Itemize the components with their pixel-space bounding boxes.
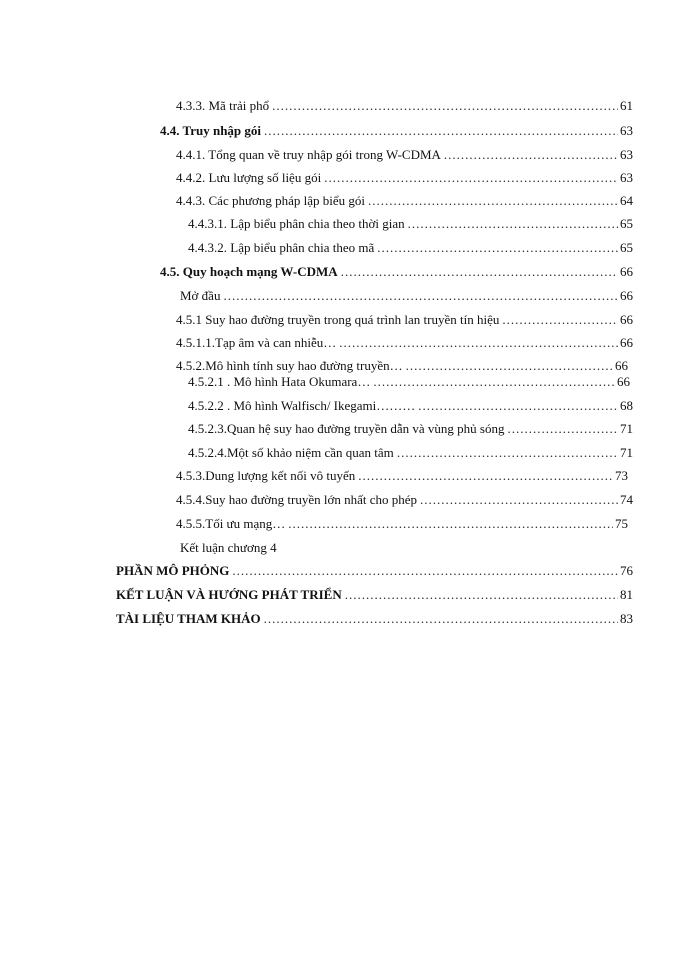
- dot-leader: [341, 264, 618, 280]
- toc-entry-4-4: [160, 123, 633, 139]
- toc-entry-page: 66: [620, 312, 633, 327]
- toc-entry-page: 66: [617, 374, 630, 389]
- toc-entry-4-5-2-1: [188, 374, 630, 390]
- toc-entry-page: 71: [620, 421, 633, 436]
- toc-entry-page: 66: [620, 288, 633, 303]
- toc-entry-4-5-2-2: [188, 398, 633, 414]
- toc-entry-page: 75: [615, 516, 628, 531]
- toc-entry-page: 81: [620, 587, 633, 602]
- toc-entry-title: Kết luận chương 4: [180, 540, 277, 555]
- dot-leader: [232, 563, 618, 579]
- dot-leader: [418, 398, 618, 414]
- toc-entry-4-4-3: [176, 193, 633, 209]
- toc-entry-title: 4.3.3. Mã trải phổ: [176, 98, 270, 113]
- toc-entry-page: 61: [620, 98, 633, 113]
- toc-entry-title: 4.5.3.Dung lượng kết nối vô tuyến: [176, 468, 356, 483]
- toc-entry-page: 68: [620, 398, 633, 413]
- toc-entry-page: 63: [620, 123, 633, 138]
- dot-leader: [373, 374, 615, 390]
- dot-leader: [264, 123, 618, 139]
- toc-entry-title: 4.5.2.Mô hình tính suy hao đường truyền…: [176, 358, 403, 373]
- toc-entry-page: 65: [620, 216, 633, 231]
- toc-entry-page: 66: [615, 358, 628, 373]
- dot-leader: [272, 98, 618, 114]
- toc-entry-4-4-3-1: [188, 216, 633, 232]
- toc-entry-page: 63: [620, 170, 633, 185]
- toc-entry-4-5: [160, 264, 633, 280]
- toc-entry-page: 65: [620, 240, 633, 255]
- toc-entry-title: 4.5.1.1.Tạp âm và can nhiễu…: [176, 335, 337, 350]
- toc-entry-page: 76: [620, 563, 633, 578]
- toc-entry-title: 4.5.2.2 . Mô hình Walfisch/ Ikegami………: [188, 398, 416, 413]
- toc-entry-page: 71: [620, 445, 633, 460]
- toc-entry-4-5-2: [176, 358, 628, 374]
- toc-entry-page: 66: [620, 264, 633, 279]
- toc-entry-title: 4.4.3.2. Lập biểu phân chia theo mã: [188, 240, 375, 255]
- toc-entry-page: 83: [620, 611, 633, 626]
- toc-entry-4-4-2: [176, 170, 633, 186]
- dot-leader: [264, 611, 618, 627]
- toc-entry-title: 4.5.5.Tối ưu mạng…: [176, 516, 286, 531]
- toc-entry-title: 4.4.1. Tổng quan về truy nhập gói trong W-CDMA: [176, 147, 441, 162]
- toc-entry-phan-mo-phong: [116, 563, 633, 579]
- toc-entry-page: 73: [615, 468, 628, 483]
- dot-leader: [444, 147, 618, 163]
- toc-entry-page: 74: [620, 492, 633, 507]
- toc-entry-4-4-1: [176, 147, 633, 163]
- toc-entry-title: 4.5.2.1 . Mô hình Hata Okumara…: [188, 374, 371, 389]
- toc-entry-ket-luan-chuong-4: [180, 540, 277, 556]
- toc-entry-4-5-2-3: [188, 421, 633, 437]
- toc-entry-mo-dau: [180, 288, 633, 304]
- dot-leader: [408, 216, 618, 232]
- toc-entry-4-5-2-4: [188, 445, 633, 461]
- toc-entry-4-4-3-2: [188, 240, 633, 256]
- dot-leader: [223, 288, 618, 304]
- toc-entry-4-5-4: [176, 492, 633, 508]
- dot-leader: [508, 421, 619, 437]
- dot-leader: [397, 445, 618, 461]
- toc-entry-4-5-5: [176, 516, 628, 532]
- dot-leader: [324, 170, 618, 186]
- toc-entry-title: 4.5. Quy hoạch mạng W-CDMA: [160, 264, 338, 279]
- toc-entry-title: KẾT LUẬN VÀ HƯỚNG PHÁT TRIỂN: [116, 587, 342, 602]
- toc-entry-page: 64: [620, 193, 633, 208]
- toc-entry-tai-lieu-tham-khao: [116, 611, 633, 627]
- toc-entry-title: 4.4.2. Lưu lượng số liệu gói: [176, 170, 322, 185]
- toc-entry-page: 63: [620, 147, 633, 162]
- toc-entry-title: 4.5.2.3.Quan hệ suy hao đường truyền dẫn và vùng phủ sóng: [188, 421, 505, 436]
- toc-entry-title: TÀI LIỆU THAM KHẢO: [116, 611, 261, 626]
- toc-entry-4-5-1: [176, 312, 633, 328]
- toc-entry-title: 4.5.4.Suy hao đường truyền lớn nhất cho phép: [176, 492, 418, 507]
- toc-entry-4-5-1-1: [176, 335, 633, 351]
- dot-leader: [406, 358, 613, 374]
- toc-entry-4-5-3: [176, 468, 628, 484]
- toc-entry-title: 4.5.1 Suy hao đường truyền trong quá trình lan truyền tín hiệu: [176, 312, 500, 327]
- dot-leader: [339, 335, 618, 351]
- toc-entry-title: 4.4.3. Các phương pháp lập biểu gói: [176, 193, 366, 208]
- toc-entry-4-3-3: [176, 98, 633, 114]
- toc-entry-page: 66: [620, 335, 633, 350]
- dot-leader: [288, 516, 613, 532]
- dot-leader: [377, 240, 618, 256]
- toc-entry-ket-luan: [116, 587, 633, 603]
- dot-leader: [358, 468, 613, 484]
- dot-leader: [420, 492, 618, 508]
- dot-leader: [502, 312, 618, 328]
- dot-leader: [368, 193, 618, 209]
- dot-leader: [345, 587, 618, 603]
- toc-entry-title: PHẦN MÔ PHỎNG: [116, 563, 230, 578]
- toc-entry-title: 4.4.3.1. Lập biểu phân chia theo thời gian: [188, 216, 405, 231]
- toc-entry-title: Mở đầu: [180, 288, 221, 303]
- toc-entry-title: 4.5.2.4.Một số khảo niệm cần quan tâm: [188, 445, 394, 460]
- toc-entry-title: 4.4. Truy nhập gói: [160, 123, 262, 138]
